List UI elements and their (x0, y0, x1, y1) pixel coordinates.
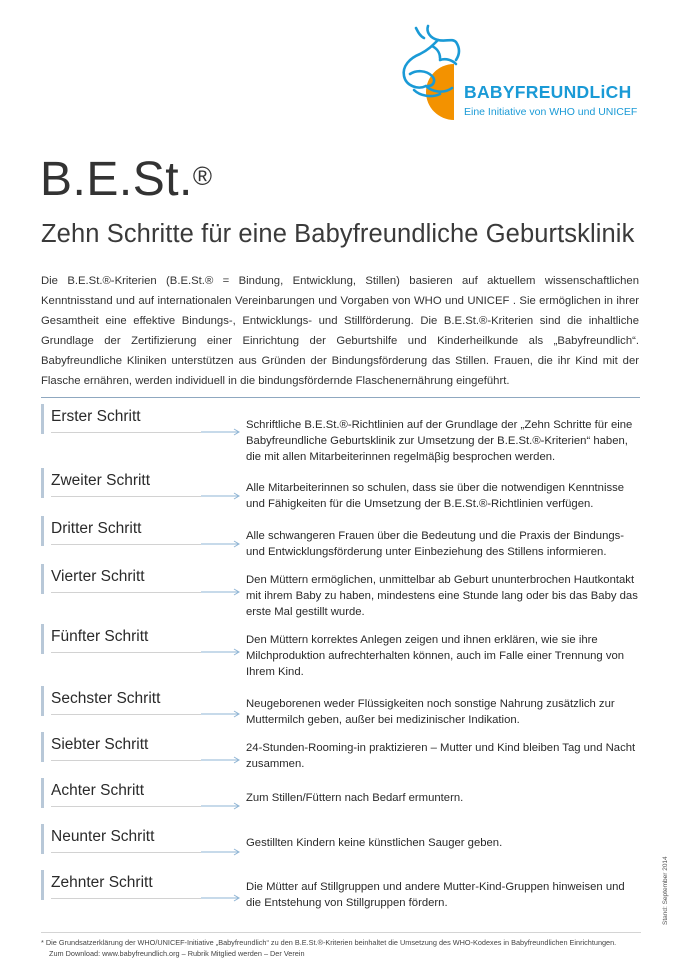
step-underline (51, 432, 201, 433)
divider (41, 397, 640, 398)
arrow-right-icon (201, 647, 241, 657)
step-description: Gestillten Kindern keine künstlichen Sauger geben. (246, 837, 503, 849)
arrow-right-icon (201, 801, 241, 811)
step-name: Dritter Schritt (51, 520, 142, 537)
arrow-right-icon (201, 427, 241, 437)
step-name: Vierter Schritt (51, 568, 145, 585)
step-description: Alle schwangeren Frauen über die Bedeutung und die Praxis der Bindungs- und Entwicklungsförderung unter Einbeziehung des Stillens informieren. (246, 530, 625, 558)
date-note: Stand: September 2014 (662, 856, 669, 925)
step-item (41, 778, 641, 818)
step-item (41, 686, 641, 730)
step-name: Zehnter Schritt (51, 874, 153, 891)
step-description: Zum Stillen/Füttern nach Bedarf ermuntern. (246, 792, 464, 804)
step-item (41, 824, 641, 864)
step-item (41, 468, 641, 512)
step-item (41, 564, 641, 622)
step-name: Erster Schritt (51, 408, 141, 425)
step-underline (51, 898, 201, 899)
arrow-right-icon (201, 539, 241, 549)
step-underline (51, 806, 201, 807)
step-name: Neunter Schritt (51, 828, 155, 845)
babyfreundlich-logo (396, 20, 646, 120)
footer-divider (41, 932, 641, 933)
step-name: Zweiter Schritt (51, 472, 151, 489)
step-name: Fünfter Schritt (51, 628, 149, 645)
step-description: Die Mütter auf Stillgruppen und andere Mutter-Kind-Gruppen hinweisen und die Entstehung von Stillgruppen fördern. (246, 881, 625, 909)
arrow-right-icon (201, 755, 241, 765)
step-underline (51, 652, 201, 653)
title-text: B.E.St. (40, 153, 193, 206)
intro-paragraph: Die B.E.St.®-Kriterien (B.E.St.® = Bindung, Entwicklung, Stillen) basieren auf aktuellem wissenschaftlichen Kenntnisstand und auf internationalen Vereinbarungen und Vorgaben von WHO und UNICEF . Sie ermöglichen in ihrer Gesamtheit eine effektive Bindungs-, Entwicklungs- und Stillförderung. Die B.E.St.®-Kriterien sind die inhaltliche Grundlage der Zertifizierung einer Einrichtung der Geburtshilfe und Kinderheilkunde als „Babyfreundlich“. Babyfreundliche Kliniken unterstützen aus Gründen der Bindungsförderung das Stillen. Frauen, die ihr Kind mit der Flasche ernähren, werden individuell in die bindungsfördernde Flaschenernährung eingeführt. (41, 275, 639, 387)
step-underline (51, 852, 201, 853)
page-subtitle: Zehn Schritte für eine Babyfreundliche Geburtsklinik (41, 220, 635, 248)
download-note: Zum Download: www.babyfreundlich.org – Rubrik Mitglied werden – Der Verein (49, 949, 305, 958)
steps-list (41, 404, 641, 924)
step-description: 24-Stunden-Rooming-in praktizieren – Mutter und Kind bleiben Tag und Nacht zusammen. (246, 742, 636, 770)
footnote-text: * Die Grundsatzerklärung der WHO/UNICEF-Initiative „Babyfreundlich“ zu den B.E.St.®-Kriterien beinhaltet die Umsetzung des WHO-Kodexes in Babyfreundlichen Einrichtungen. (41, 938, 617, 947)
step-underline (51, 760, 201, 761)
step-underline (51, 544, 201, 545)
step-item (41, 870, 641, 914)
step-description: Alle Mitarbeiterinnen so schulen, dass sie über die notwendigen Kenntnisse und Fähigkeiten für die Umsetzung der B.E.St.®-Richtlinien verfügen. (246, 482, 625, 510)
page-title (40, 150, 213, 210)
arrow-right-icon (201, 847, 241, 857)
step-name: Sechster Schritt (51, 690, 161, 707)
arrow-right-icon (201, 893, 241, 903)
arrow-right-icon (201, 491, 241, 501)
registered-mark: ® (192, 161, 213, 191)
arrow-right-icon (201, 587, 241, 597)
step-name: Achter Schritt (51, 782, 145, 799)
step-underline (51, 496, 201, 497)
step-description: Schriftliche B.E.St.®-Richtlinien auf der Grundlage der „Zehn Schritte für eine Babyfreundliche Geburtsklinik zur Umsetzung der B.E.St.®-Kriterien“ haben, die mit allen Mitarbeiterinnen regelmäβig besprochen werden. (246, 419, 633, 463)
arrow-right-icon (201, 709, 241, 719)
step-description: Den Müttern korrektes Anlegen zeigen und ihnen erklären, wie sie ihre Milchproduktion aufrechterhalten können, auch im Falle einer Trennung von Ihrem Kind. (246, 634, 625, 678)
brand-name: BABYFREUNDLiCH (464, 82, 632, 102)
step-item (41, 624, 641, 684)
brand-tagline: Eine Initiative von WHO und UNICEF (464, 106, 638, 118)
step-underline (51, 592, 201, 593)
step-description: Neugeborenen weder Flüssigkeiten noch sonstige Nahrung zusätzlich zur Muttermilch geben, außer bei medizinischer Indikation. (246, 698, 615, 726)
step-description: Den Müttern ermöglichen, unmittelbar ab Geburt ununterbrochen Hautkontakt mit ihrem Baby zu haben, mindestens eine Stunde lang oder bis das Baby das erste Mal gestillt wurde. (246, 574, 638, 618)
step-item (41, 732, 641, 776)
mother-baby-icon (396, 20, 646, 120)
step-underline (51, 714, 201, 715)
step-item (41, 516, 641, 560)
step-item (41, 404, 641, 464)
step-name: Siebter Schritt (51, 736, 149, 753)
